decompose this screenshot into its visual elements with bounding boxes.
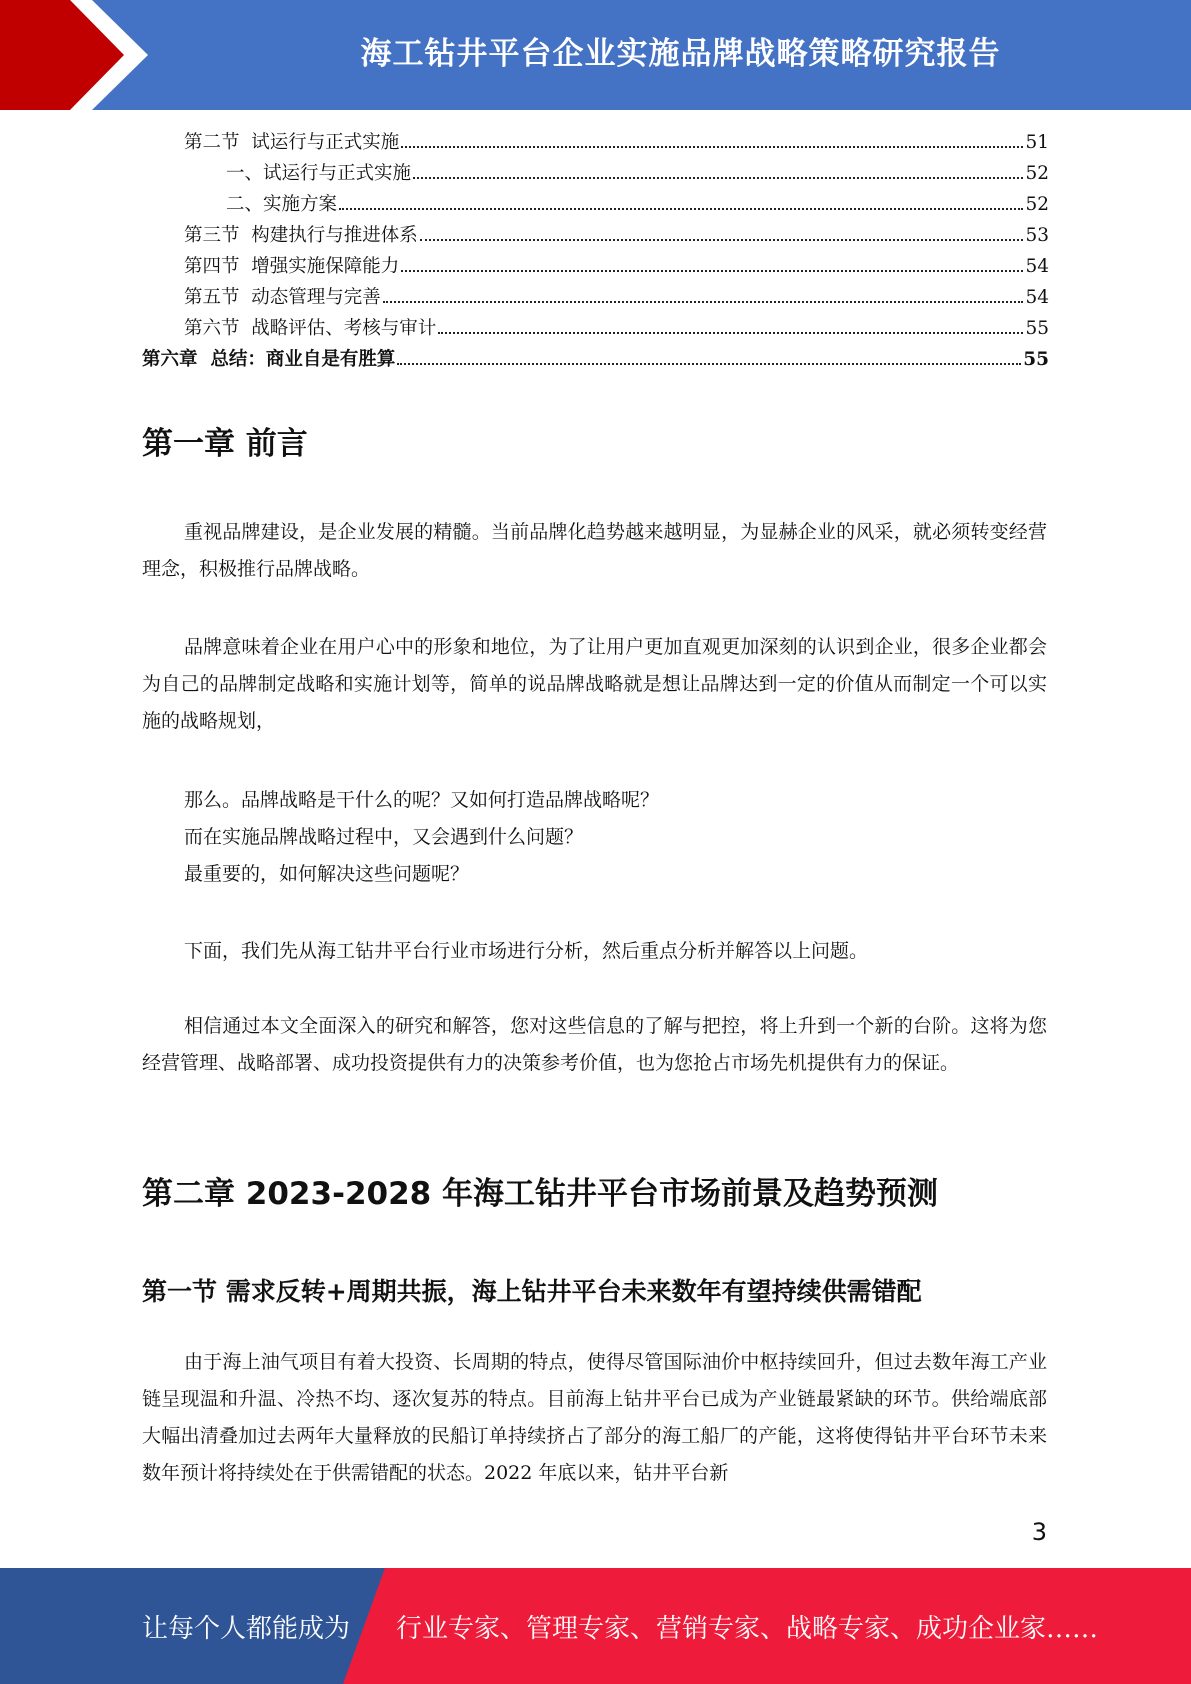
toc-leader-dots [383,301,1024,303]
toc-entry[interactable] [142,314,1049,345]
chapter-1-body-3 [142,933,1047,970]
chapter-1-heading-wrap [142,418,1047,463]
toc-entry-page: 52 [1025,194,1049,215]
paragraph: 下面，我们先从海工钻井平台行业市场进行分析，然后重点分析并解答以上问题。 [184,940,869,962]
toc-entry-label: 第六节 战略评估、考核与审计 [184,318,437,339]
page-header [0,0,1191,110]
toc-entry-page: 52 [1025,163,1049,184]
toc-entry-page: 54 [1025,256,1049,277]
toc-entry[interactable] [142,159,1049,190]
toc-entry-label: 第二节 试运行与正式实施 [184,132,400,153]
toc-entry[interactable] [142,252,1049,283]
toc-entry-page: 55 [1025,318,1049,339]
toc-entry-page: 55 [1023,349,1049,370]
paragraph: 品牌意味着企业在用户心中的形象和地位，为了让用户更加直观更加深刻的认识到企业，很多企业都会为自己的品牌制定战略和实施计划等，简单的说品牌战略就是想让品牌达到一定的价值从而制定一个可以实施的战略规划， [142,636,1047,732]
toc-entry[interactable] [142,128,1049,159]
toc-entry-label: 第六章 总结：商业自是有胜算 [142,349,396,370]
toc-entry-label: 一、试运行与正式实施 [226,163,412,184]
section-1-heading-wrap [142,1272,1047,1308]
footer-slogan-right: 行业专家、管理专家、营销专家、战略专家、成功企业家…… [396,1613,1099,1644]
question-line: 而在实施品牌战略过程中，又会遇到什么问题？ [184,826,584,848]
question-list [142,782,1047,893]
question-line: 那么。品牌战略是干什么的呢？又如何打造品牌战略呢？ [184,789,660,811]
footer-slogan-left: 让每个人都能成为 [142,1613,351,1644]
page-number: 3 [1031,1518,1047,1546]
chapter-1-body-4 [142,1008,1047,1082]
toc-entry-label: 第三节 构建执行与推进体系 [184,225,418,246]
chapter-1-title: 第一章 前言 [142,426,308,462]
toc-leader-dots [397,363,1021,365]
toc-entry-label: 第四节 增强实施保障能力 [184,256,400,277]
toc-leader-dots [438,332,1023,334]
toc-entry-page: 51 [1025,132,1049,153]
toc-entry[interactable] [142,221,1049,252]
toc-entry[interactable] [142,190,1049,221]
toc-entry-page: 53 [1025,225,1049,246]
paragraph: 由于海上油气项目有着大投资、长周期的特点，使得尽管国际油价中枢持续回升，但过去数年海工产业链呈现温和升温、冷热不均、逐次复苏的特点。目前海上钻井平台已成为产业链最紧缺的环节。供给端底部大幅出清叠加过去两年大量释放的民船订单持续挤占了部分的海工船厂的产能，这将使得钻井平台环节未来数年预计将持续处在于供需错配的状态。2022 年底以来，钻井平台新 [142,1351,1047,1484]
toc-leader-dots [401,146,1023,148]
chapter-2-heading-wrap [142,1168,1047,1213]
toc-entry[interactable] [142,283,1049,314]
paragraph: 重视品牌建设，是企业发展的精髓。当前品牌化趋势越来越明显，为显赫企业的风采，就必须转变经营理念，积极推行品牌战略。 [142,521,1047,580]
chapter-1-body [142,514,1047,588]
section-1-title: 第一节 需求反转+周期共振，海上钻井平台未来数年有望持续供需错配 [142,1277,922,1306]
toc-leader-dots [413,177,1023,179]
question-line: 最重要的，如何解决这些问题呢？ [184,863,470,885]
page-footer [0,1568,1191,1684]
toc-leader-dots [339,208,1023,210]
toc-entry-label: 二、实施方案 [226,194,338,215]
toc-entry[interactable] [142,345,1049,376]
document-title: 海工钻井平台企业实施品牌战略策略研究报告 [360,35,1001,72]
chapter-2-body [142,1344,1047,1492]
paragraph: 相信通过本文全面深入的研究和解答，您对这些信息的了解与把控，将上升到一个新的台阶。这将为您经营管理、战略部署、成功投资提供有力的决策参考价值，也为您抢占市场先机提供有力的保证。 [142,1015,1047,1074]
chapter-2-title: 第二章 2023-2028 年海工钻井平台市场前景及趋势预测 [142,1176,939,1212]
chapter-1-body-2 [142,629,1047,740]
toc-leader-dots [420,239,1024,241]
toc-entry-page: 54 [1025,287,1049,308]
toc-leader-dots [401,270,1023,272]
header-arrow-icon [0,0,160,110]
toc-entry-label: 第五节 动态管理与完善 [184,287,381,308]
table-of-contents [142,128,1049,376]
